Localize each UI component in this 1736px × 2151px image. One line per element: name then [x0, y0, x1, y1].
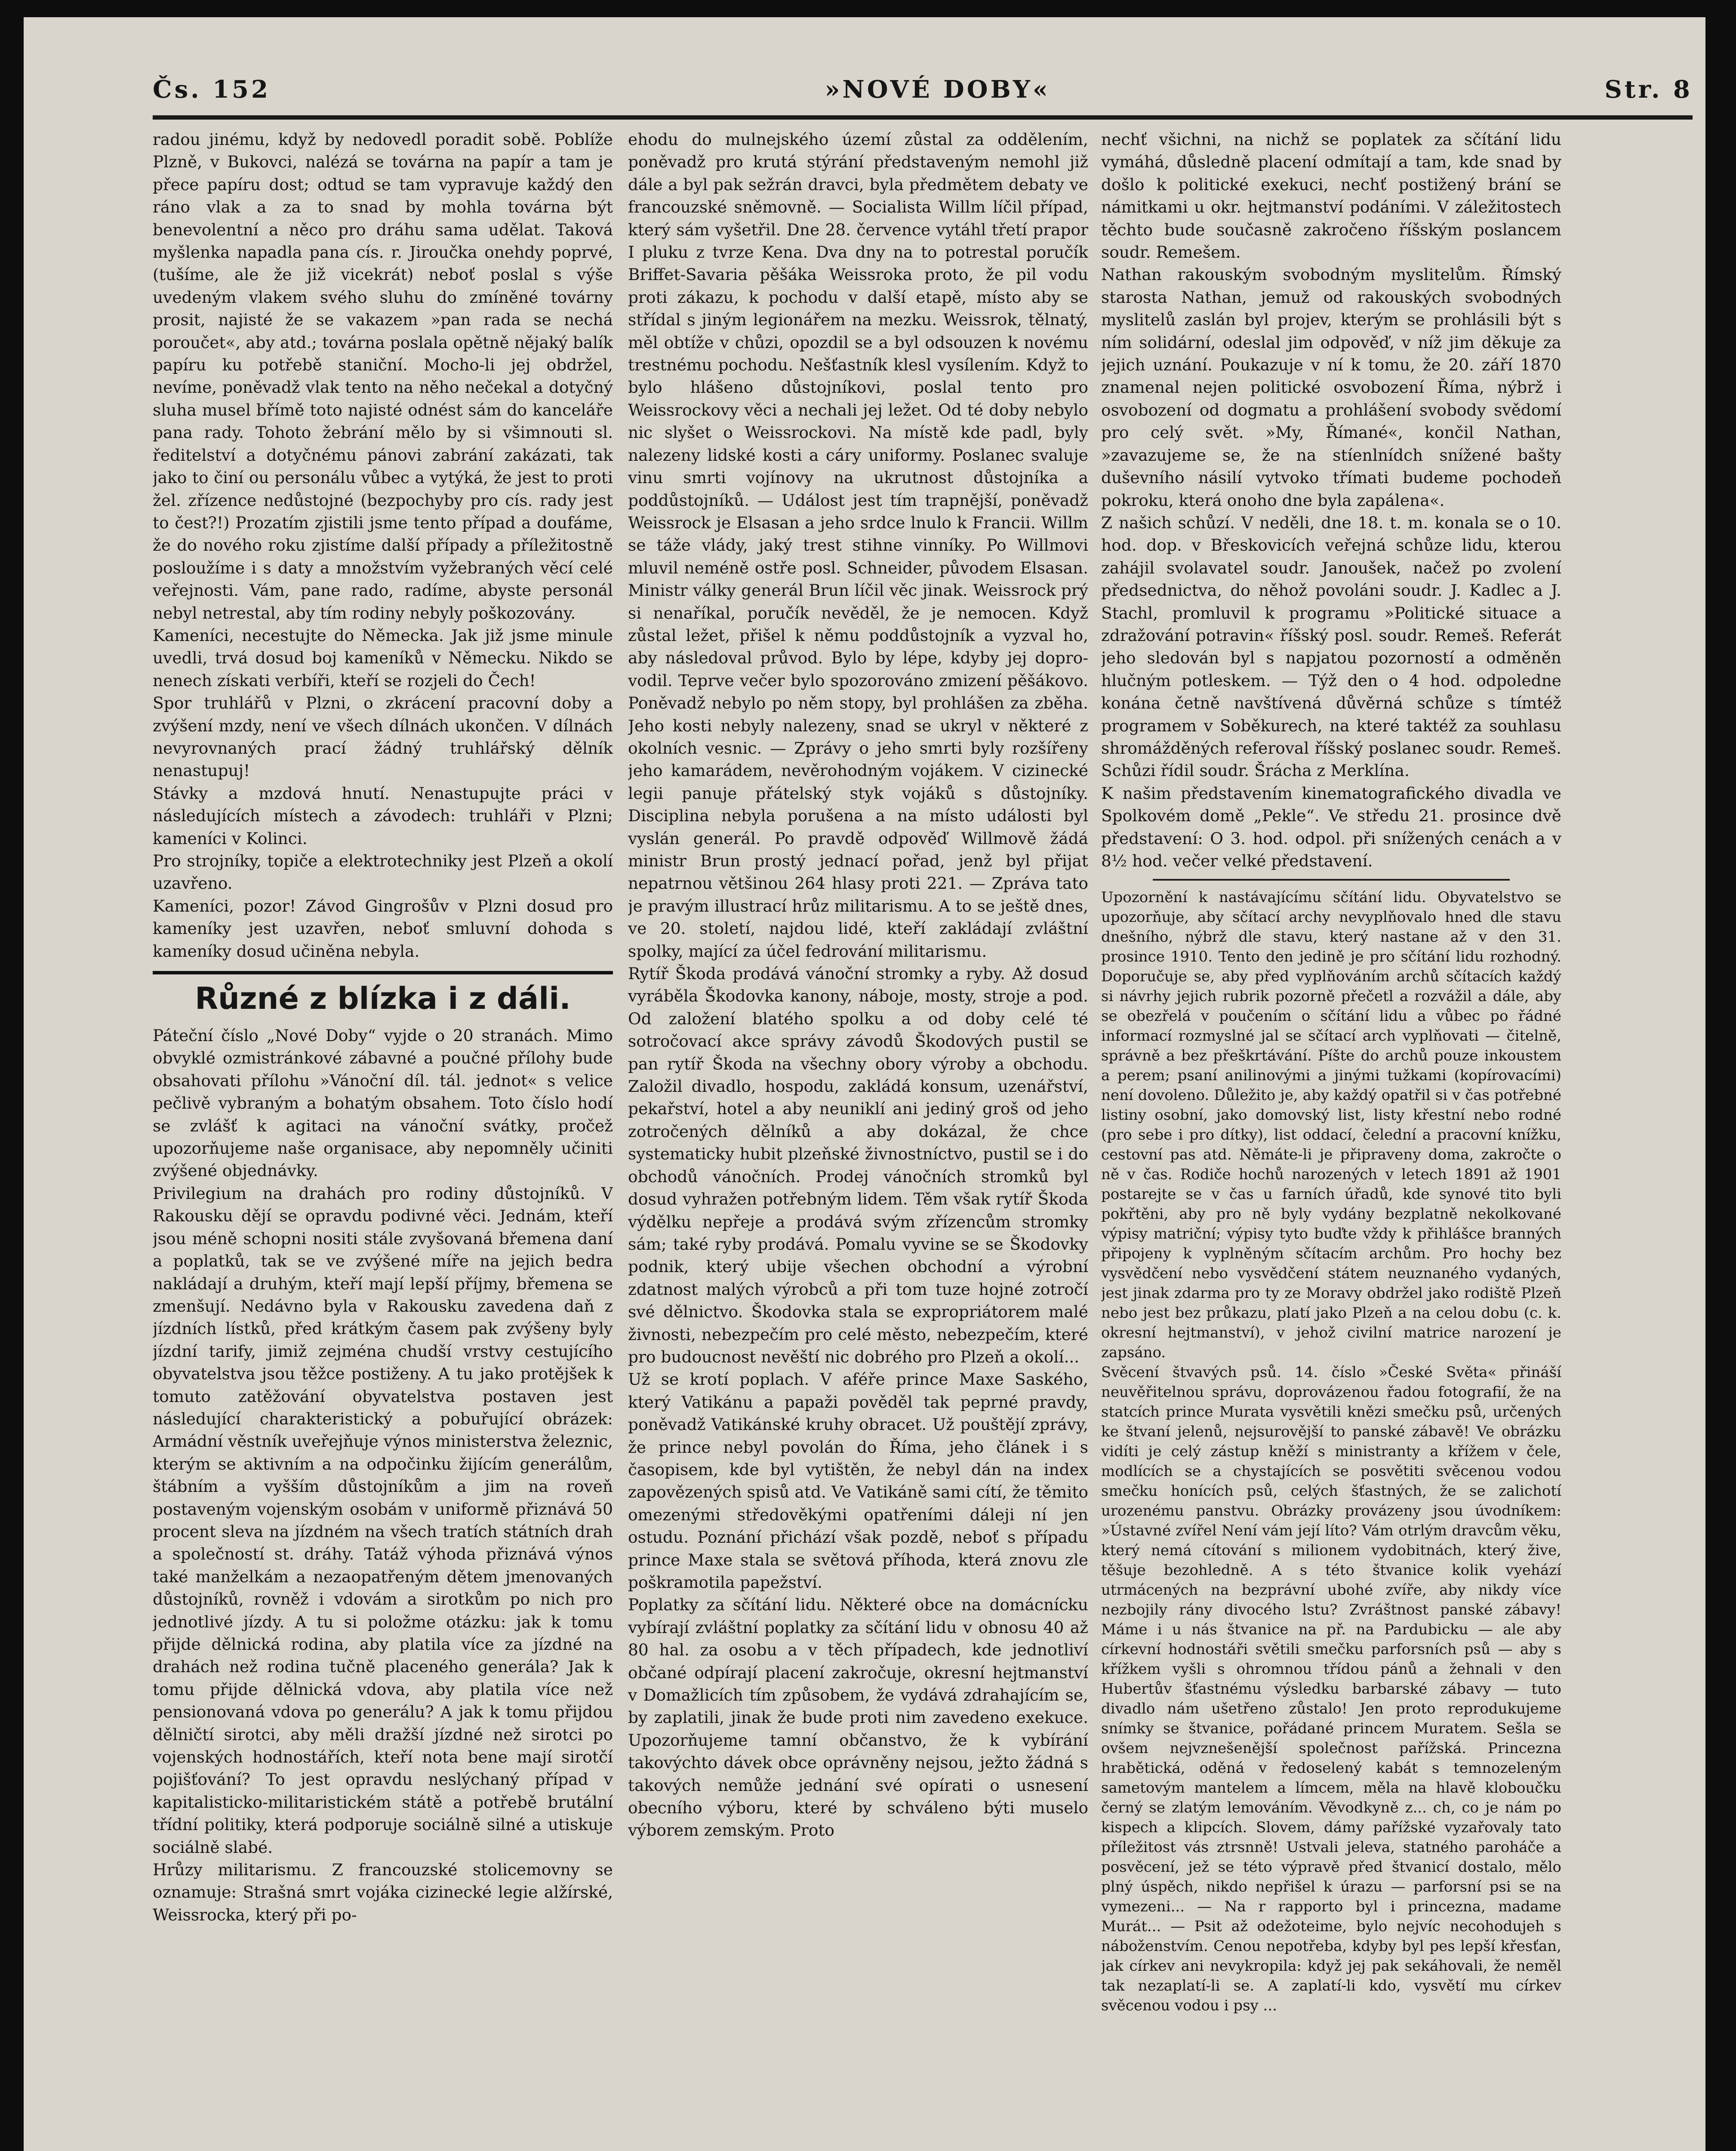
issue-number: Str. 8: [1604, 75, 1693, 104]
article-paragraph: Kameníci, pozor! Závod Gingrošův v Plzni dosud pro kameníky jest uzavřen, neboť smluvní dohoda s kameníky dosud učiněna nebyla.: [153, 896, 613, 961]
article-paragraph: K našim představením kinematografického divadla ve Spolkovém domě „Pekle“. Ve středu 21. prosince dvě představení: O 3. hod. odpol. při snížených cenách a v 8½ hod. večer velké představení.: [1101, 783, 1561, 870]
article-paragraph: Hrůzy militarismu. Z francouzské stolicemovny se oznamuje: Strašná smrt vojáka cizinecké legie alžírské, Weissrocka, který při po-: [153, 1860, 613, 1924]
section-heading: Různé z blízka i z dáli.: [153, 971, 613, 1017]
article-paragraph: Páteční číslo „Nové Doby“ vyjde o 20 stranách. Mimo obvyklé ozmistránkové zábavné a poučné přílohy bude obsahovati přílohu »Vánoční díl. tál. jednot« s velice pečlivě vybraným a bohatým obsahem. Toto číslo hodí se zvlášť k agitaci na vánoční svátky, pročež upozorňujeme naše organisace, aby nepomněly učiniti zvýšené objednávky.: [153, 1026, 613, 1180]
article-paragraph: Kameníci, necestujte do Německa. Jak již jsme minule uvedli, trvá dosud boj kameníků v Německu. Nikdo se nenech získati verbíři, kteří se rozjeli do Čech!: [153, 626, 613, 690]
column-1: [153, 128, 613, 2151]
divider: [1153, 879, 1510, 881]
masthead: »NOVÉ DOBY«: [825, 75, 1050, 104]
page-number: Čs. 152: [153, 75, 271, 104]
article-paragraph: Spor truhlářů v Plzni, o zkrácení pracovní doby a zvýšení mzdy, není ve všech dílnách ukončen. V dílnách nevyrovnaných prací žádný truhlářský dělník nenastupuj!: [153, 693, 613, 780]
page-header: [153, 68, 1693, 111]
newspaper-page: [24, 17, 1705, 2151]
article-paragraph: ehodu do mulnejského území zůstal za oddělením, poněvadž pro krutá stýrání představeným nemohl již dále a byl pak sežrán dravci, byla předmětem debaty ve francouzské sněmovně. — Socialista Willm líčil případ, který sám vyšetřil. Dne 28. července vytáhl třetí prapor I pluku z tvrze Kena. Dva dny na to potrestal poručík Briffet-Savaria pěšáka Weissroka proto, že pil vodu proti zákazu, k pochodu v další etapě, místo aby se střídal s jiným legionářem na mezku. Weissrok, tělnatý, měl obtíže v chůzi, opozdil se a byl odsouzen k novému trestnému pochodu. Nešťastník klesl vysílením. Když to bylo hlášeno důstojníkovi, poslal tento pro Weissrockovy věci a nechali jej ležet. Od té doby nebylo nic slyšet o Weissrockovi. Na místě kde padl, byly nalezeny lidské kosti a cáry uniformy. Poslanec svaluje vinu smrti vojínovy na ukrutnost důstojníka a poddůstojníků. — Událost jest tím trapnější, poněvadž Weissrock je Elsasan a jeho srdce lnulo k Francii. Willm se táže vlády, jaký trest stihne vinníky. Po Willmovi mluvil neméně ostře posl. Schneider, původem Elsasan. Ministr války generál Brun líčil věc jinak. Weissrock prý si nenaříkal, poručík nevěděl, že je nemocen. Když zůstal ležet, přišel k němu poddůstojník a vyzval ho, aby následoval průvod. Bylo by lépe, kdyby jej dopro-vodil. Teprve večer bylo spozorováno zmizení pěšákovo. Poněvadž nebylo po něm stopy, byl prohlášen za zběha. Jeho kosti nebyly nalezeny, snad se ukryl v některé z okolních vesnic. — Zprávy o jeho smrti byly rozšířeny jeho kamarádem, nevěrohodným vojákem. V cizinecké legii panuje přátelský styk vojáků s důstojníky. Disciplina nebyla porušena a na místo události byl vyslán generál. Po pravdě odpověď Willmově žádá ministr Brun prostý jednací pořad, jenž byl přijat nepatrnou většinou 264 hlasy proti 221. — Zpráva tato je pravým illustrací hrůz militarismu. A to se ještě dnes, ve 20. století, najdou lidé, kteří zakládají zvláštní spolky, mající za účel fedrování militarismu.: [628, 130, 1088, 961]
article-paragraph: Pro strojníky, topiče a elektrotechniky jest Plzeň a okolí uzavřeno.: [153, 851, 613, 893]
article-paragraph: Už se krotí poplach. V aféře prince Maxe Saského, který Vatikánu a papaži pověděl tak peprné pravdy, poněvadž Vatikánské kruhy obracet. Už pouštějí zprávy, že prince nebyl povolán do Říma, jeho článek i s časopisem, kde byl vytištěn, že nebyl dán na index zapovězených spisů atd. Ve Vatikáně sami cítí, že těmito omezenými středověkými opatřeními dáleji ní jen ostudu. Poznání přichází však pozdě, neboť s případu prince Maxe stala se světová příhoda, která znovu zle poškramotila papežství.: [628, 1370, 1088, 1592]
article-paragraph: Rytíř Škoda prodává vánoční stromky a ryby. Až dosud vyráběla Škodovka kanony, náboje, mosty, stroje a pod. Od založení blatého spolku a od doby celé té sotročovací akce správy závodů Škodových pustil se pan rytíř Škoda na všechny obory výroby a obchodu. Založil divadlo, hospodu, zakládá konsum, uzenářství, pekařství, hotel a aby neuniklí ani jediný groš od jeho zotročených dělníků a aby dokázal, že chce systematicky hubit plzeňské živnostníctvo, pustil se i do obchodů vánočních. Prodej vánočních stromků byl dosud vyhražen potřebným lidem. Těm však rytíř Škoda výdělku nepřeje a prodává svým zřízencům stromky sám; také ryby prodává. Pomalu vyvine se se Škodovky podnik, který ubije všechen obchodní a výrobní zdatnost malých výrobců a při tom tuze hojné zotročí své dělnictvo. Škodovka stala se expropriátorem malé živnosti, nebezpečím pro celé město, nebezpečím, které pro budoucnost nevěští nic dobrého pro Plzeň a okolí...: [628, 964, 1088, 1366]
article-paragraph: Z našich schůzí. V neděli, dne 18. t. m. konala se o 10. hod. dop. v Břeskovicích veřejná schůze lidu, kterou zahájil svolavatel soudr. Janoušek, načež po zvolení předsednictva, do něhož povoláni soudr. J. Kadlec a J. Stachl, promluvil k programu »Politické situace a zdražování potravin« říšský posl. soudr. Remeš. Referát jeho sledován byl s napjatou pozorností a odměněn hlučným potleskem. — Týž den o 4 hod. odpoledne konána četně navštívená důvěrná schůze s tímtéž programem v Soběkurech, na které taktéž za souhlasu shromážděných referoval říšský poslanec soudr. Remeš. Schůzi řídil soudr. Šrácha z Merklína.: [1101, 513, 1561, 780]
article-paragraph: nechť všichni, na nichž se poplatek za sčítání lidu vymáhá, důsledně placení odmítají a tam, kde snad by došlo k politické exekuci, nechť postižený brání se námitkami u okr. hejtmanství podáními. V záležitostech těchto bude současně zakročeno říšským poslancem soudr. Remešem.: [1101, 130, 1561, 262]
article-paragraph: Privilegium na drahách pro rodiny důstojníků. V Rakousku dějí se opravdu podivné věci. Jednám, kteří jsou méně schopni nositi stále zvyšovaná břemena daní a poplatků, tak se ve zvýšené míře na jejich bedra nakládají a druhým, kteří mají lepší příjmy, břemena se zmenšují. Nedávno byla v Rakousku zavedena daň z jízdních lístků, před krátkým časem pak zvýšeny byly jízdní tarify, jimiž zejména chudší vrstvy cestujícího obyvatelstva jsou těžce postiženy. A tu jako protějšek k tomuto zatěžování obyvatelstva postaven jest následující charakteristický a pobuřující obrázek: Armádní věstník uveřejňuje výnos ministerstva železnic, kterým se aktivním a na odpočinku žijícím generálům, štábním a vyšším důstojníkům a jim na roveň postaveným vojenským osobám v uniformě přiznává 50 procent sleva na jízdném na všech tratích státních drah a společností st. dráhy. Tatáž výhoda přiznává výnos také manželkám a nezaopatřeným dětem jmenovaných důstojníků, rovněž i vdovám a sirotkům po nich pro jednotlivé jízdy. A tu si položme otázku: jak k tomu přijde dělnická rodina, aby platila více za jízdné na drahách než rodina tučně placeného generála? Jak k tomu přijde dělnická vdova, aby platila více než pensionovaná vdova po generálu? A jak k tomu přijdou dělničtí sirotci, aby měli dražší jízdné než sirotci po vojenských hodnostářích, kteří nota bene mají sirotčí pojišťování? To jest opravdu neslýchaný případ v kapitalisticko-militaristickém státě a potřebě brutální třídní politiky, která podporuje sociálně silné a utiskuje sociálně slabé.: [153, 1183, 613, 1857]
article-paragraph: radou jinému, když by nedovedl poradit sobě. Poblíže Plzně, v Bukovci, nalézá se továrna na papír a tam je přece papíru dost; odtud se tam vypravuje každý den ráno vlak a za to snad by mohla továrna být benevolentní a něco pro dráhu sama udělat. Taková myšlenka napadla pana cís. r. Jiroučka onehdy poprvé, (tušíme, ale že již vicekrát) neboť poslal s výše uvedeným vlakem svého sluhu do zmíněné továrny prosit, najisté že se vakazem »pan rada se nechá poroučet«, aby atd.; továrna poslala opětně nějaký balík papíru ku potřebě staniční. Mocho-li jej obdržel, nevíme, poněvadž vlak tento na něho nečekal a dotyčný sluha musel břímě toto najisté odnést sám do kanceláře pana rady. Tohoto žebrání mělo by si všimnouti sl. ředitelství a dotyčnému pánovi zabrání zakázati, tak jako to činí ou personálu vůbec a vytýká, že jest to proti žel. zřízence nedůstojné (bezpochyby pro cís. rady jest to čest?!) Prozatím zjistili jsme tento případ a doufáme, že do nového roku zjistíme další případy a příležitostně posloužíme i s daty a množstvím vyžebraných věcí celé veřejnosti. Vám, pane rado, radíme, abyste personál nebyl netrestal, aby tím rodiny nebyly poškozovány.: [153, 130, 613, 622]
column-3: [1101, 128, 1561, 2151]
article-paragraph: Nathan rakouským svobodným myslitelům. Římský starosta Nathan, jemuž od rakouských svobodných myslitelů zaslán byl projev, kterým se prohlásili být s ním solidární, odeslal jim odpověď, v níž jim děkuje za jejich uznání. Poukazuje v ní k tomu, že 20. září 1870 znamenal nejen politické osvobození Říma, nýbrž i osvobození od dogmatu a prohlášení svobody svědomí pro celý svět. »My, Římané«, končil Nathan, »zavazujeme se, že na stíenlnídch snížené bašty duševního násilí vytvoko třímati budeme pochodeň pokroku, která onoho dne byla zapálena«.: [1101, 265, 1561, 510]
article-paragraph: Svěcení štvavých psů. 14. číslo »České Světa« přináší neuvěřitelnou správu, doprovázenou řadou fotografií, že na statcích prince Murata vysvětili knězi smečku psů, určených ke štvaní jelenů, nejsurovější to panské zábavě! Ve obrázku vidíti je celý zástup kněží s ministranty a křížem v čele, modlících se a chystajících se posvětiti svěcenou vodou smečku honících psů, celých šťastných, že se zalichotí urozenému panstvu. Obrázky provázeny jsou úvodníkem: »Ústavné zvířel Není vám její líto? Vám otrlým dravcům věku, který nemá cítování s milionem vydobitnách, který žive, těšuje bezohledně. A s této štvanice kolik vyehází utrmácených na bezprávní ubohé zvíře, aby nikdy více nezbojily rány divocého lstu? Zvráštnost panské zábavy! Máme i u nás štvanice na př. na Pardubicku — ale aby církevní hodnostáři světili smečku parforsních psů — aby s křížkem vyšli s ohromnou třídou pánů a žehnali v den Hubertův šťastnému výsledku barbarské zábavy — tuto divadlo nám ušetřeno zůstalo! Jen proto reprodukujeme snímky se štvanice, pořádané princem Muratem. Sešla se ovšem nejvznešenější společnost pařížská. Princezna hrabětická, oděná v ředoselený kabát s temnozeleným sametovým mantelem a límcem, měla na hlavě kloboučku černý se zlatým lemováním. Věvodkyně z... ch, co je nám po kispech a klipcích. Slovem, dámy pařížské vyzařovaly tato příležitost vás ztrsnně! Ustvali jeleva, statného paroháče a posvěcení, jež se této výpravě před štvanicí dostalo, mělo plný úspěch, nikdo nepřišel k úrazu — parforsní psi se na vymezeni... — Na r rapporto byl i princezna, madame Murát... — Psit až odežoteime, bylo nejvíc necohodujeh s náboženstvím. Cenou nepotřeba, kdyby byl pes lepší křesťan, jak církev ani nevykropila: když jej pak sekáhovali, že neměl tak nezaplatí-li se. A zaplatí-li kdo, vysvětí mu církev svěcenou vodou i psy ...: [1101, 1364, 1561, 2015]
article-paragraph: Poplatky za sčítání lidu. Některé obce na domácnícku vybírají zvláštní poplatky za sčítání lidu v obnosu 40 až 80 hal. za osobu a v těch případech, kde jednotliví občané odpírají placení zakročuje, okresní hejtmanství v Domažlicích tím způsobem, že vydává zdrahajícím se, by zaplatili, jinak že bude proti nim zavedeno exekuce. Upozorňujeme tamní občanstvo, že k vybírání takovýchto dávek obce oprávněny nejsou, ježto žádná s takových nemůže jednání své opírati o usnesení obecního výboru, které by schváleno býti muselo výborem zemským. Proto: [628, 1595, 1088, 1840]
article-paragraph: Stávky a mzdová hnutí. Nenastupujte práci v následujících místech a závodech: truhláři v Plzni; kameníci v Kolinci.: [153, 783, 613, 848]
column-2: [628, 128, 1088, 2151]
header-rule: [153, 115, 1693, 120]
article-paragraph: Upozornění k nastávajícímu sčítání lidu. Obyvatelstvo se upozorňuje, aby sčítací archy nevyplňovalo hned dle stavu dnešního, nýbrž dle stavu, který nastane až v den 31. prosince 1910. Tento den jedině je pro sčítání lidu rozhodný. Doporučuje se, aby před vyplňováním archů sčítacích každý si návrhy jejich rubrik pozorně přečetl a rozvážil a dále, aby se obezřelá v poučením o sčítání lidu a vůbec po řádné informací rozmyslné jal se sčítací arch vyplňovati — čitelně, správně a bez přeškrtávání. Píšte do archů pouze inkoustem a perem; psaní anilinovými a jinými tužkami (kopírovacími) není dovoleno. Důležito je, aby každý opatřil si v čas potřebné listiny osobní, jako domovský list, listy křestní nebo rodné (pro sebe i pro dítky), list oddací, čelední a pracovní knížku, cestovní pas atd. Němáte-li je připraveny doma, zakročte o ně v čas. Rodiče hochů narozených v letech 1891 až 1901 postarejte se v čas u farních úřadů, kde synové tito byli pokřtěni, aby pro ně byly vydány bezplatně nekolkované výpisy matriční; výpisy tyto buďte vždy k přihlášce branných připojeny k vyplněným sčítacím archům. Pro hochy bez vysvědčení nebo vysvědčení státem neuznaného vydaných, jest jinak zdarma pro ty ze Moravy obdržel jako rodiště Plzeň nebo jest bez průkazu, platí jako Plzeň a na celou dobu (c. k. okresní hejtmanství), v jehož civilní matrice narození je zapsáno.: [1101, 889, 1561, 1362]
